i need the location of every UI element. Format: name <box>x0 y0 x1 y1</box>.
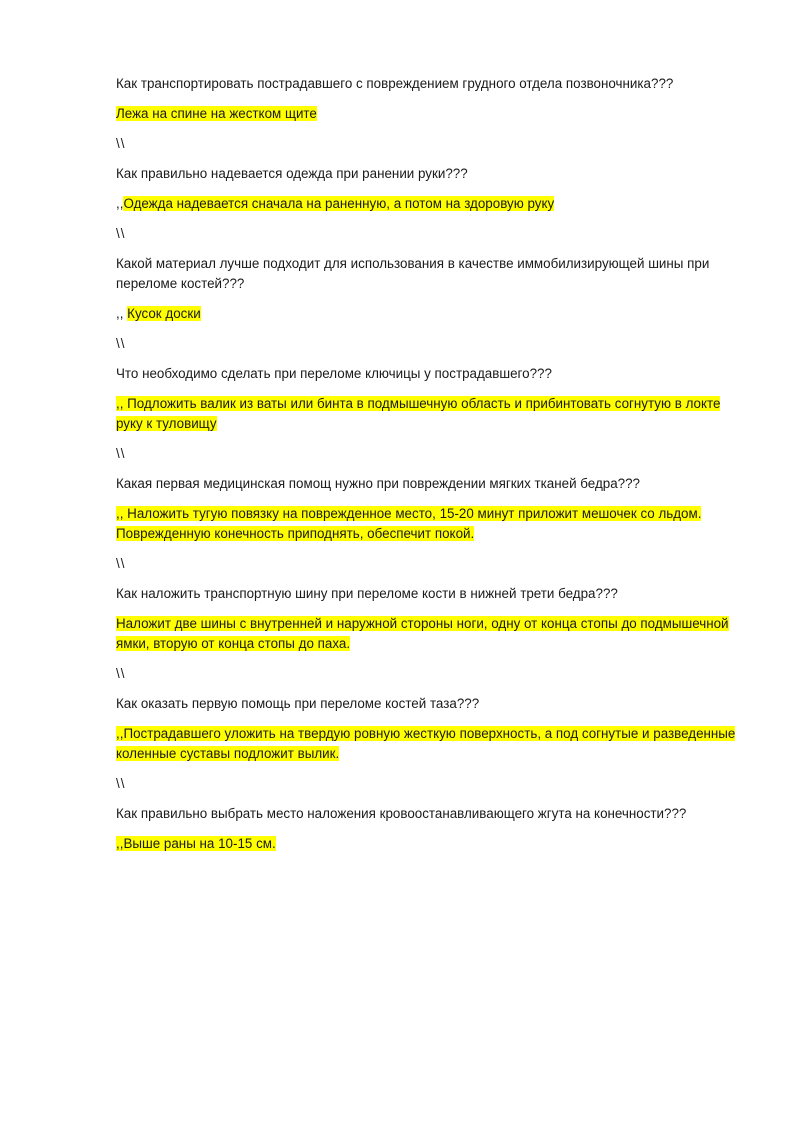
separator: \\ <box>116 336 126 351</box>
answer-text <box>116 724 746 764</box>
separator: \\ <box>116 776 126 791</box>
question-text: Какая первая медицинская помощ нужно при повреждении мягких тканей бедра??? <box>116 476 641 491</box>
separator: \\ <box>116 666 126 681</box>
separator: \\ <box>116 556 126 571</box>
highlighted-answer: Лежа на спине на жестком щите <box>116 106 317 121</box>
highlighted-answer: Одежда надевается сначала на раненную, а потом на здоровую руку <box>123 196 555 211</box>
highlighted-answer: Наложит две шины с внутренней и наружной стороны ноги, одну от конца стопы до подмышечной ямки, вторую от конца стопы до паха. <box>116 616 729 651</box>
answer-prefix: ,, <box>116 196 124 211</box>
answer-text <box>116 194 746 214</box>
highlighted-answer: Кусок доски <box>127 306 201 321</box>
answer-text <box>116 104 746 124</box>
question-text: Как правильно надевается одежда при ранении руки??? <box>116 166 468 181</box>
answer-text <box>116 614 746 654</box>
highlighted-answer: ,, Подложить валик из ваты или бинта в подмышечную область и прибинтовать согнутую в локте руку к туловищу <box>116 396 721 431</box>
question-text: Какой материал лучше подходит для использования в качестве иммобилизирующей шины при переломе костей??? <box>116 256 710 291</box>
question-text: Как наложить транспортную шину при переломе кости в нижней трети бедра??? <box>116 586 618 601</box>
highlighted-answer: ,, Наложить тугую повязку на поврежденное место, 15-20 минут приложит мешочек со льдом. Поврежденную конечность приподнять, обеспечит покой. <box>116 506 702 541</box>
highlighted-answer: ,,Выше раны на 10-15 см. <box>116 836 276 851</box>
answer-text <box>116 394 746 434</box>
separator: \\ <box>116 136 126 151</box>
question-text: Как оказать первую помощь при переломе костей таза??? <box>116 696 480 711</box>
separator: \\ <box>116 226 126 241</box>
question-text: Как правильно выбрать место наложения кровоостанавливающего жгута на конечности??? <box>116 806 687 821</box>
question-text: Как транспортировать пострадавшего с повреждением грудного отдела позвоночника??? <box>116 76 674 91</box>
answer-text <box>116 504 746 544</box>
answer-text <box>116 834 746 854</box>
answer-prefix: ,, <box>116 306 128 321</box>
document-page <box>116 74 746 864</box>
question-text: Что необходимо сделать при переломе ключицы у пострадавшего??? <box>116 366 552 381</box>
highlighted-answer: ,,Пострадавшего уложить на твердую ровную жесткую поверхность, а под согнутые и разведенные коленные суставы подложит вылик. <box>116 726 736 761</box>
separator: \\ <box>116 446 126 461</box>
answer-text <box>116 304 746 324</box>
